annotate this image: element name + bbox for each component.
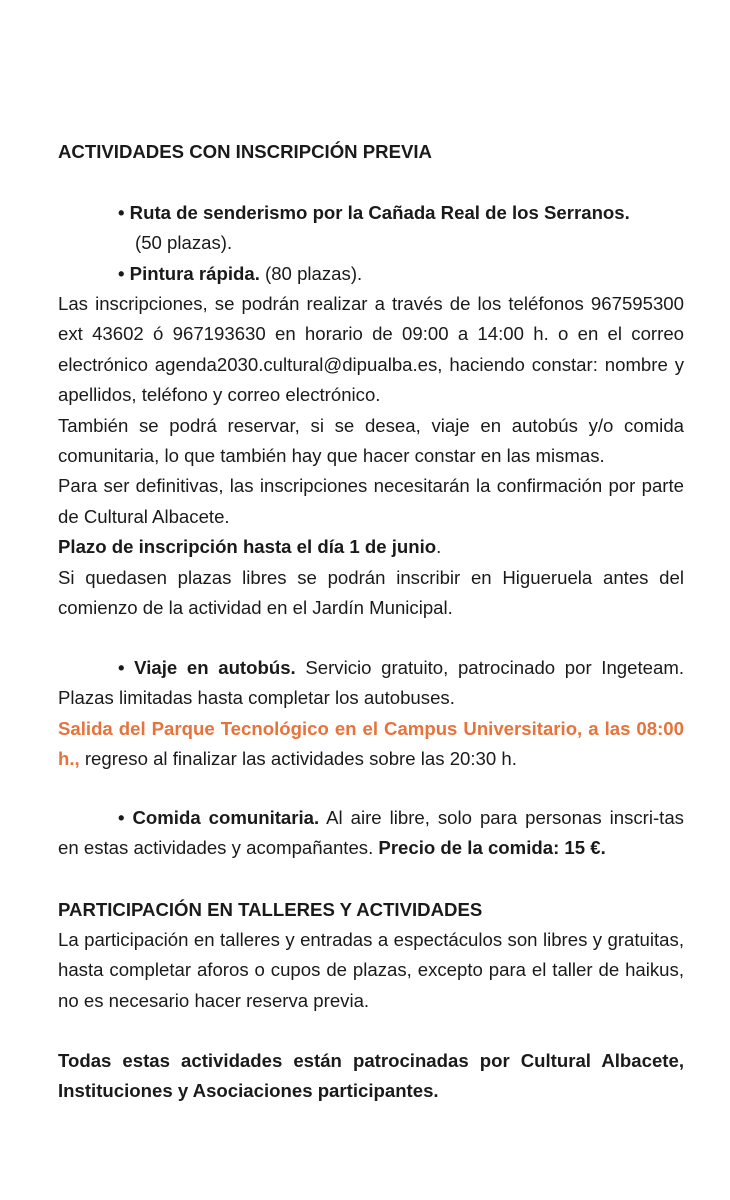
bus-paragraph: • Viaje en autobús. Servicio gratuito, patrocinado por Ingeteam. Plazas limitadas hasta completar los autobuses. [58, 657, 684, 709]
registration-info [58, 289, 684, 623]
workshops-section [58, 925, 684, 1016]
bus-label: • Viaje en autobús. [118, 657, 296, 678]
section-title-talleres: PARTICIPACIÓN EN TALLERES Y ACTIVIDADES [58, 899, 483, 920]
ruta-label: • Ruta de senderismo por la Cañada Real de los Serranos. [118, 202, 630, 223]
confirmation-paragraph: Para ser definitivas, las inscripciones necesitarán la confirmación por parte de Cultural Albacete. [58, 475, 684, 527]
bus-section [58, 653, 684, 775]
meal-paragraph: • Comida comunitaria. Al aire libre, solo para personas inscri-tas en estas actividades y acompañantes. Precio de la comida: 15 €. [58, 807, 684, 859]
meal-section [58, 803, 684, 864]
section-title-inscripcion: ACTIVIDADES CON INSCRIPCIÓN PREVIA [58, 141, 432, 162]
registration-list [58, 198, 684, 289]
deadline-line: Plazo de inscripción hasta el día 1 de junio. [58, 536, 442, 558]
registration-paragraph: Las inscripciones, se podrán realizar a través de los teléfonos 967595300 ext 43602 ó 967193630 en horario de 09:00 a 14:00 h. o en el correo electrónico agenda2030.cultural@dipualba.es, haciendo constar: nombre y apellidos, teléfono y correo electrónico. [58, 293, 684, 406]
pintura-label: • Pintura rápida. [118, 262, 260, 284]
list-item-ruta [58, 198, 684, 228]
free-places-paragraph: Si quedasen plazas libres se podrán inscribir en Higueruela antes del comienzo de la actividad en el Jardín Municipal. [58, 566, 684, 619]
pintura-plazas: (80 plazas). [259, 262, 363, 284]
meal-price: Precio de la comida: 15 €. [378, 837, 606, 859]
departure-info: Salida del Parque Tecnológico en el Campus Universitario, a las 08:00 h., [58, 717, 684, 770]
closing-statement: Todas estas actividades están patrocinadas por Cultural Albacete, Instituciones y Asociaciones participantes. [58, 1050, 684, 1102]
deadline-text: Plazo de inscripción hasta el día 1 de junio [58, 536, 437, 558]
meal-label: • Comida comunitaria. [118, 807, 320, 828]
workshops-paragraph: La participación en talleres y entradas a espectáculos son libres y gratuitas, hasta completar aforos o cupos de plazas, excepto para el taller de haikus, no es necesario hacer reserva previa. [58, 929, 684, 1011]
return-info: regreso al finalizar las actividades sobre las 20:30 h. [79, 748, 517, 770]
ruta-plazas: (50 plazas). [135, 232, 233, 254]
reservation-paragraph: También se podrá reservar, si se desea, viaje en autobús y/o comida comunitaria, lo que también hay que hacer constar en las mismas. [58, 414, 684, 467]
departure-paragraph [58, 714, 684, 775]
list-item-pintura [58, 259, 684, 289]
